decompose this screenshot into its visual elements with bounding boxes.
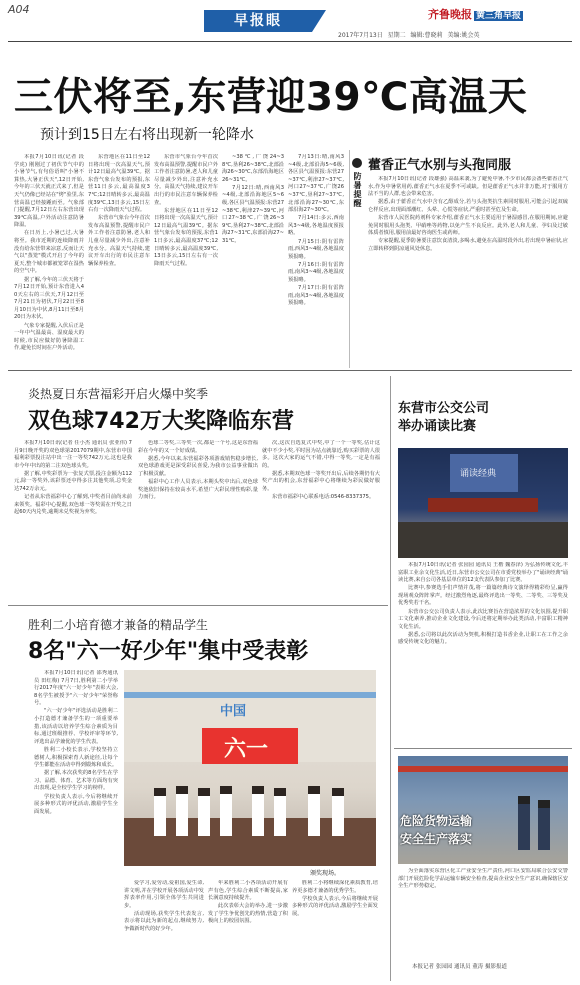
page-number: A04 bbox=[8, 3, 30, 16]
photo-officer bbox=[518, 796, 530, 850]
hazmat-paragraph: 为全面落实东营区化工产业安全生产责任,河口区安监局联合公安交警部门开展危险化学品运输车辆安全检查,提高企业安全生产意识,确保辖区安全生产形势稳定。 bbox=[398, 868, 568, 890]
lead-paragraph: 本报7月10日讯(记者 段学虎) 刚刚过了初伏节气中的小暑节气,有句俗语叫"小暑不算热,大暑正伏天",12日开始,今年的三伏天就正式来了,但是天气仍像已经站在"烤"验里,东营高温已经接踵而至。气象部门提醒,7月12日左右东营出现39℃高温,户外活动注意防暑降温。 bbox=[14, 154, 84, 229]
youth-paragraph: 爱学习,爱劳动,爱祖国,爱生命,讲文明,并在学校开展各项活动中发挥表率作用,引领全体学生共同进步。 bbox=[124, 880, 204, 909]
youth-paragraph: 本报7月10日讯(记者 邵秀通讯员 田红梅) 7月7日,胜利第二小学举行2017年度"六一好少年"表彰大会,8名学生被授予"六一好少年"荣誉称号。 bbox=[34, 670, 118, 707]
lead-paragraph: 7月13日:晴,南风3~4级,北部沿海5~6级,各区县气温预报:东营27~37℃,利津27~37℃,河口27~37℃,广饶26~37℃,垦利27~37℃,北部沿海27~30℃,东部沿海27~30℃。 bbox=[288, 154, 344, 214]
photo-student bbox=[274, 788, 286, 836]
lead-body-col4 bbox=[222, 154, 284, 366]
bullet-icon bbox=[352, 158, 362, 168]
lead-body-col1 bbox=[14, 154, 84, 366]
lottery-paragraph: 据悉,本期双色球一等奖开出后,后续各期仍有大奖产出的机会,东营福彩中心将继续为彩民做好服务。 bbox=[262, 470, 380, 493]
lead-body-col2 bbox=[88, 154, 150, 366]
lottery-paragraph: 次,这次自选复式中奖,中了一个一等奖,估计这就中不少小奖,平时因为站点就靠近,购买彩票的人很多。这次大家的运气不错,中得一等奖,一定是有福的。 bbox=[262, 440, 380, 469]
lottery-paragraph: 记者从东营福彩中心了解到,中奖者目前尚未前来领奖。福彩中心提醒,双色球一等奖需在开奖之日起60天内兑奖,逾期未兑奖视为弃奖。 bbox=[14, 494, 132, 516]
hazmat-photo-text-1: 危险货物运输 bbox=[400, 814, 473, 828]
lead-paragraph: 7月16日:阴有雷阵雨,南风3~4级,各地温度预报略。 bbox=[288, 261, 344, 283]
photo-student bbox=[176, 786, 188, 836]
dateline: 2017年7月13日 星期二 编辑:曹晓莉 美编:姚会英 bbox=[338, 32, 480, 39]
lead-paragraph: ~38℃,广饶24~38℃,垦利26~38℃,北部沿海26~30℃,东部沿海地区26~31℃。 bbox=[222, 154, 284, 183]
photo-banner-text: 中国 bbox=[220, 704, 247, 719]
lead-paragraph: 7月12日:晴,西南风3~4级,北部沿海地区5~6级,各区县气温预报:东营27~38℃,利津27~39℃,河口27~38℃,广饶26~39℃,垦利27~38℃,北部沿海27~31℃,东部沿海27~31℃。 bbox=[222, 184, 284, 245]
lead-headline: 三伏将至,东营迎39℃高温天 bbox=[14, 75, 528, 120]
lead-paragraph: 东营地区在11日至12日将出现一次高温天气,预计12日最高气温39℃。据东营气象台发布的预报,东营11日多云,最高温度37℃;12日晴转多云,最高温度39℃,13日多云,15日左右有一次降雨天气过程。 bbox=[88, 154, 150, 214]
lottery-paragraph: 据悉,今年以来,东营福彩各项游戏销售稳步增长,双色球游戏更是深受彩民喜爱,为我市公益事业做出了积极贡献。 bbox=[138, 455, 258, 477]
column-label: 防暑提醒 bbox=[353, 172, 362, 208]
youth-paragraph: 年来胜利二小各项活动开展有声有色,学生综合素质不断提高,家长满意度持续提升。 bbox=[208, 880, 288, 902]
lottery-kicker: 炎热夏日东营福彩开启火爆中奖季 bbox=[28, 387, 209, 401]
huoxiang-paragraph: 据悉,由于藿香正气水中含有乙醇成分,若与头孢类抗生素同时服用,可能会引起双硫仑样反应,出现面部潮红、头晕、心慌等症状,严重时甚至危及生命。 bbox=[368, 199, 568, 213]
hazmat-photo bbox=[398, 756, 568, 864]
youth-headline: 8名"六一好少年"集中受表彰 bbox=[28, 639, 309, 664]
photo-banner-strip bbox=[124, 692, 376, 698]
lead-subheadline: 预计到15日左右将出现新一轮降水 bbox=[40, 127, 254, 143]
hazmat-photo-text-2: 安全生产落实 bbox=[400, 832, 473, 846]
photo-caption: 颁奖现场。 bbox=[310, 870, 341, 877]
contest-paragraph: 据悉,公司将以此次活动为契机,积极打造书香企业,让职工在工作之余感受传统文化的魅力。 bbox=[398, 631, 568, 646]
photo-student bbox=[154, 788, 166, 836]
contest-body bbox=[398, 562, 568, 744]
photo-student bbox=[198, 788, 210, 836]
lottery-paragraph: 本报7月10日讯(记者 任小杰 通讯员 张亚伟) 7月9日晚开奖的双色球第2017079期中,东营市中国福利彩票投注站中出一注一等奖742万元,这也是我市今年中出的第二注双色球头奖。 bbox=[14, 440, 132, 469]
photo-student bbox=[308, 786, 320, 836]
lottery-paragraph: 色球二等奖,三等奖一次,都是一个号,这是东营福彩在今年的又一个好成绩。 bbox=[138, 440, 258, 454]
lottery-headline: 双色球742万大奖降临东营 bbox=[28, 409, 294, 434]
youth-paragraph: 此次表彰大会的举办,进一步激发了学生争优创先的热情,营造了积极向上的校园氛围。 bbox=[208, 903, 288, 925]
contest-photo bbox=[398, 448, 568, 558]
photo-student bbox=[252, 786, 264, 836]
youth-paragraph: 据了解,本次获奖的8名学生在学习、品德、体育、艺术等方面均有突出表现,是全校学生学习的榜样。 bbox=[34, 770, 118, 792]
contest-paragraph: 比赛中,参赛选手们声情并茂,将一篇篇经典诗文演绎得精彩纷呈,赢得现场观众阵阵掌声。经过激烈角逐,最终评选出一等奖、二等奖、三等奖及优秀奖若干名。 bbox=[398, 585, 568, 607]
newspaper-brand bbox=[428, 6, 523, 22]
lead-body-col5 bbox=[288, 154, 344, 366]
photo-podium bbox=[428, 498, 538, 512]
photo-screen-text: 诵读经典 bbox=[460, 469, 497, 479]
column-divider bbox=[390, 376, 391, 981]
photo-audience bbox=[398, 522, 568, 558]
lead-paragraph: 据了解,今年的三伏天将于7月12日开始,预计东营进入40天左右的三伏天,7月12日至7月21日为初伏,7月22日至8月10日为中伏,8月11日至8月20日为末伏。 bbox=[14, 276, 84, 321]
youth-kicker: 胜利二小培育德才兼备的精品学生 bbox=[28, 618, 209, 632]
youth-paragraph: 学校负责人表示,今后将继续开展多种形式的评优活动,激励学生全面发展。 bbox=[34, 793, 118, 815]
lead-paragraph: 7月17日:阴有雷阵雨,南风3~4级,各地温度预报略。 bbox=[288, 285, 344, 307]
section-rule bbox=[394, 748, 572, 749]
huoxiang-body bbox=[368, 176, 568, 366]
lottery-paragraph: 福彩中心工作人员表示,本期头奖中出后,双色球奖池依旧保持在较高水平,希望广大彩民理性购彩,量力而行。 bbox=[138, 478, 258, 501]
lead-paragraph: 东营地区在11日至12日将出现一次高温天气,预计12日最高气温39℃。据东营气象台发布的预报,东营11日多云,最高温度37℃;12日晴转多云,最高温度39℃,13日多云,15日左右有一次降雨天气过程。 bbox=[154, 207, 218, 267]
lead-body-col3 bbox=[154, 154, 218, 366]
photo-student bbox=[332, 788, 344, 836]
header-rule bbox=[8, 41, 572, 42]
contest-headline-line1: 东营市公交公司 bbox=[398, 401, 490, 416]
edition-name: 黄三角早报 bbox=[476, 11, 522, 21]
youth-paragraph: 胜利二小将继续深化素质教育,培养更多德才兼备的优秀学生。 bbox=[292, 880, 378, 894]
contest-headline-line2: 举办诵读比赛 bbox=[398, 419, 477, 434]
lead-paragraph: 东营市气象台今年首次发布高温预警,提醒市民户外工作者注意防暑,老人和儿童尽量减少外出,注意补充水分。高温天气持续,建议开车出行的市民注意车辆保养检查。 bbox=[88, 215, 150, 267]
youth-paragraph: "六一好少年"评选活动是胜利二小打造德才兼备学生的一项重要举措,该活动以培养学生综合素质为目标,通过班级推荐、学校评审等环节,评选出品学兼优的学生代表。 bbox=[34, 708, 118, 745]
youth-paragraph: 胜利二小校长表示,学校坚持立德树人,积极探索育人新途径,让每个学生都能在活动中得到锻炼和成长。 bbox=[34, 746, 118, 769]
lead-paragraph: 东营市气象台今年首次发布高温预警,提醒市民户外工作者注意防暑,老人和儿童尽量减少外出,注意补充水分。高温天气持续,建议开车出行的市民注意车辆保养检查。 bbox=[154, 154, 218, 206]
huoxiang-paragraph: 本报7月10日讯(记者 段雄强) 高温来袭,为了避免中暑,不少市民都会备些藿香正气水,作为中暑常用药,藿香正气水在夏季不可或缺。但是藿香正气水并非万能,对于服用方法不当的人群,也会带来危害。 bbox=[368, 176, 568, 198]
youth-body-col3 bbox=[208, 880, 288, 980]
contest-paragraph: 本报7月10日讯(记者 张园园 通讯员 王楷 魏春泽) 为弘扬传统文化,丰富职工业余文化生活,近日,东营市公交公司在市委党校举办了"诵读经典"诵读比赛,来自公司各基层单位的12支代表队参加了比赛。 bbox=[398, 562, 568, 584]
huoxiang-headline: 藿香正气水别与头孢同服 bbox=[368, 158, 512, 173]
lottery-body-col1 bbox=[14, 440, 132, 600]
youth-body-col4 bbox=[292, 880, 378, 980]
lead-paragraph: 在日历上,小暑已过,大暑将至。我市近期的连续降雨并没有给东营带来凉意,反而让天气以"蒸笼"模式开启了今年的夏天,整个城市都被笼罩在湿热的空气中。 bbox=[14, 230, 84, 275]
contest-paragraph: 东营市公交公司负责人表示,此次比赛旨在营造浓厚的文化氛围,提升职工文化素养,推动企业文化建设,今后还将定期举办此类活动,丰富职工精神文化生活。 bbox=[398, 608, 568, 630]
lottery-body-col2 bbox=[138, 440, 258, 600]
youth-paragraph: 学校负责人表示,今后将继续开展多种形式的评优活动,激励学生全面发展。 bbox=[292, 895, 378, 917]
photo-banner-strip bbox=[398, 766, 568, 772]
award-ceremony-photo bbox=[124, 670, 376, 866]
contest-headline bbox=[398, 400, 489, 436]
section-title: 早报眼 bbox=[204, 10, 312, 32]
youth-paragraph: 活动现场,获奖学生代表发言,表示将以此为新的起点,继续努力,争做新时代的好少年。 bbox=[124, 910, 204, 933]
huoxiang-paragraph: 专家提醒,夏季防暑要注意饮食清淡,多喝水,避免在高温时段外出,若出现中暑症状,应立即转移到阴凉通风处休息。 bbox=[368, 238, 568, 252]
huoxiang-paragraph: 东营市人民医院药剂科专家介绍,藿香正气水主要适用于暑湿感冒,在服用期间,应避免同时服用头孢类、甲硝唑等药物,以免产生不良反应。此外,老人和儿童、孕妇及过敏体质者慎用,服用前最好咨询医生或药师。 bbox=[368, 214, 568, 237]
column-divider bbox=[349, 150, 350, 368]
photo-student bbox=[220, 786, 232, 836]
photo-officer bbox=[538, 800, 550, 850]
lottery-body-col3 bbox=[262, 440, 380, 600]
lottery-paragraph: 据了解,中奖彩票为一张复式票,投注金额为112元,除一等奖外,该彩票还中得多注其他奖项,总奖金达742万余元。 bbox=[14, 470, 132, 493]
lead-paragraph: 7月15日:阴有雷阵雨,西风3~4级,各地温度预报略。 bbox=[288, 238, 344, 260]
youth-body-col2 bbox=[124, 880, 204, 980]
hazmat-credit: 本报记者 张园园 通讯员 董涛 摄影报道 bbox=[412, 964, 507, 970]
hazmat-body bbox=[398, 868, 568, 958]
section-rule bbox=[8, 605, 388, 606]
lead-paragraph: 气象专家提醒,入伏后正是一年中气温最高、湿度最大的时候,市民应做好防暑降温工作,避免长时间在户外活动。 bbox=[14, 322, 84, 352]
lottery-paragraph: 东营市福彩中心联系电话:0546-8337375。 bbox=[272, 494, 375, 501]
section-rule bbox=[8, 370, 572, 371]
brand-name: 齐鲁晚报 bbox=[428, 8, 472, 21]
photo-sign-text: 六一 bbox=[224, 737, 269, 762]
youth-body-col1 bbox=[34, 670, 118, 982]
lead-paragraph: 7月14日:多云,西南风3~4级,各地温度预报略。 bbox=[288, 215, 344, 237]
